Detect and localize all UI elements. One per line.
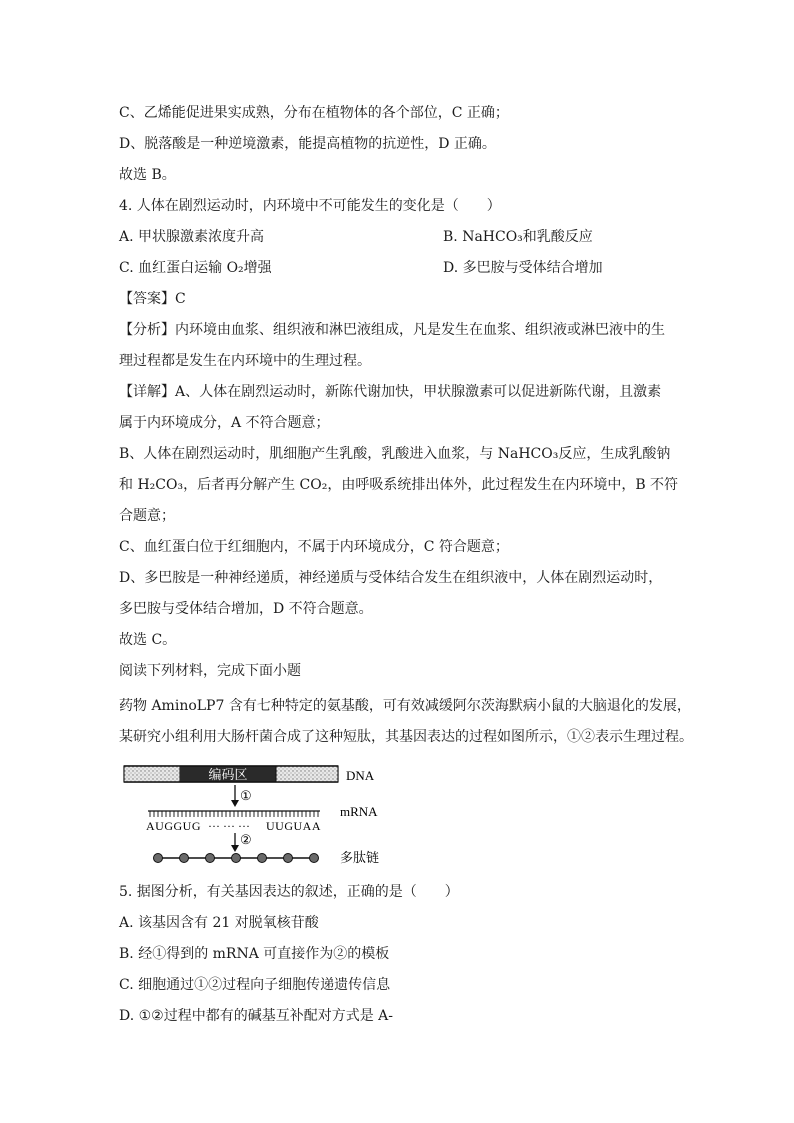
question-4-detail: D、多巴胺是一种神经递质，神经递质与受体结合发生在组织液中，人体在剧烈运动时， [119,570,663,586]
question-4-detail: C、血红蛋白位于红细胞内，不属于内环境成分，C 符合题意； [119,539,509,555]
text-line: 故选 B。 [119,167,176,183]
question-4-detail: 属于内环境成分，A 不符合题意； [119,415,330,431]
question-4-conclusion: 故选 C。 [119,632,177,648]
mrna-label: mRNA [340,804,378,819]
question-4-answer: 【答案】C [119,291,186,307]
question-5-option-d: D. ①②过程中都有的碱基互补配对方式是 A- [119,1008,394,1024]
coding-region-label: 编码区 [208,767,248,782]
material-text: 某研究小组利用大肠杆菌合成了这种短肽，其基因表达的过程如图所示，①②表示生理过程。 [119,729,693,745]
amino-acid-bead [206,854,215,863]
question-4-analysis: 【分析】内环境由血浆、组织液和淋巴液组成，凡是发生在血浆、组织液或淋巴液中的生 [119,322,665,338]
gene-expression-diagram [120,762,400,872]
mrna-strand [148,811,320,817]
polypeptide-label: 多肽链 [340,850,380,865]
step-1-label: ① [240,788,252,803]
amino-acid-bead [310,854,319,863]
step-2-label: ② [240,832,252,847]
question-4-detail: B、人体在剧烈运动时，肌细胞产生乳酸，乳酸进入血浆，与 NaHCO₃反应，生成乳酸钠 [119,446,671,462]
question-4-stem: 4. 人体在剧烈运动时，内环境中不可能发生的变化是（ ） [119,198,501,214]
mrna-sequence-start: AUGGUG [146,819,201,833]
mrna-sequence-end: UUGUAA [266,819,321,833]
question-5-option-c: C. 细胞通过①②过程向子细胞传递遗传信息 [119,977,391,993]
dna-label: DNA [346,768,375,783]
text-line: D、脱落酸是一种逆境激素，能提高植物的抗逆性，D 正确。 [119,136,496,152]
amino-acid-bead [180,854,189,863]
translation-arrow [231,833,239,852]
question-5-option-b: B. 经①得到的 mRNA 可直接作为②的模板 [119,946,390,962]
text-line: C、乙烯能促进果实成熟，分布在植物体的各个部位，C 正确； [119,105,509,121]
transcription-arrow [231,785,239,807]
noncoding-region-left [124,766,180,782]
question-4-option-b: B. NaHCO₃和乳酸反应 [443,229,593,245]
question-5-option-a: A. 该基因含有 21 对脱氧核苷酸 [119,915,319,931]
material-intro: 阅读下列材料，完成下面小题 [119,663,301,679]
question-4-detail: 【详解】A、人体在剧烈运动时，新陈代谢加快，甲状腺激素可以促进新陈代谢，且激素 [119,384,662,400]
question-4-detail: 多巴胺与受体结合增加，D 不符合题意。 [119,601,373,617]
question-4-detail: 合题意； [119,508,175,524]
question-4-option-d: D. 多巴胺与受体结合增加 [443,260,603,276]
amino-acid-bead [154,854,163,863]
noncoding-region-right [276,766,338,782]
question-4-detail: 和 H₂CO₃，后者再分解产生 CO₂，由呼吸系统排出体外，此过程发生在内环境中，B 不符 [119,477,679,493]
material-text: 药物 AminoLP7 含有七种特定的氨基酸，可有效减缓阿尔茨海默病小鼠的大脑退化的发展， [119,698,691,714]
question-4-analysis: 理过程都是发生在内环境中的生理过程。 [119,353,371,369]
question-5-stem: 5. 据图分析，有关基因表达的叙述，正确的是（ ） [119,884,459,900]
question-4-option-c: C. 血红蛋白运输 O₂增强 [119,260,272,276]
question-4-option-a: A. 甲状腺激素浓度升高 [119,229,265,245]
amino-acid-bead [232,854,241,863]
amino-acid-bead [284,854,293,863]
amino-acid-bead [258,854,267,863]
mrna-sequence-gap: ··· ··· ··· [208,819,250,833]
polypeptide-chain [154,854,319,863]
